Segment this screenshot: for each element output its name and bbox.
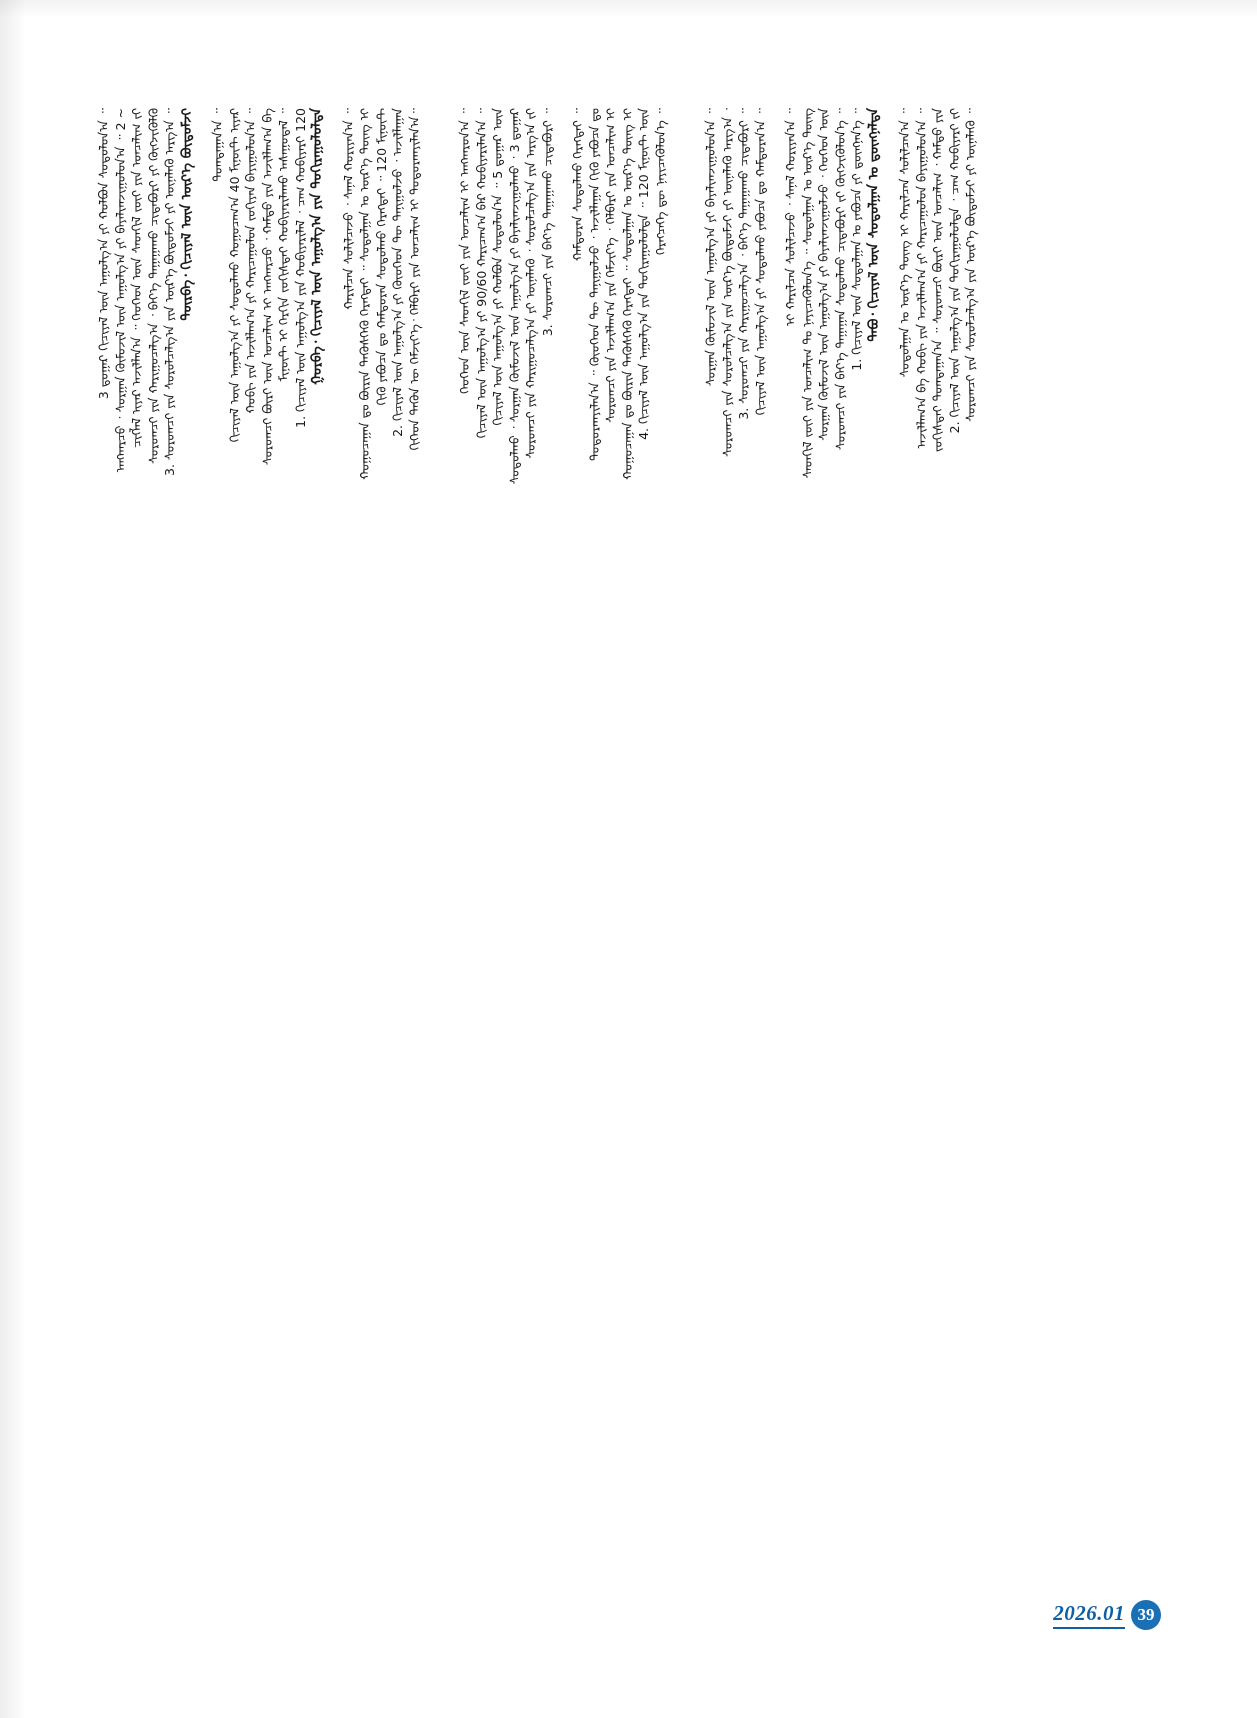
paragraph-line: ᠠᠵᠢᠯᠯᠠᠭ᠎ᠠ ᠪᠠ ᠬᠤᠪᠢ ᠶᠢᠨ ᠠᠵᠢᠯᠯᠠᠭ᠎ᠠ ᠶᠢ ᠬᠠᠷᠢᠴᠠᠭᠤᠯᠤᠨ ᠪᠠᠶᠢᠭᠤᠯᠤᠨ᠎ᠠ ᠃ <box>913 108 929 449</box>
paragraph-line: 2. ᠬᠢᠴᠢᠶᠡᠯ ᠦᠨ ᠠᠭᠤᠯᠭ᠎ᠠ ᠶᠢ ᠬᠦᠦᠬᠡᠳ ᠲᠦ ᠲᠠᠨᠢᠭᠤᠯᠵᠤ ᠂ ᠠᠵᠢᠯᠯᠠᠭᠠᠨ <box>390 108 405 437</box>
paragraph-line: 1. ᠬᠢᠴᠢᠶᠡᠯ ᠦᠨ ᠠᠭᠤᠯᠭ᠎ᠠ ᠶᠢᠨ ᠬᠤᠪᠢᠶᠠᠷᠢᠯᠠᠯ ᠂ ᠴᠠᠭ ᠬᠤᠪᠢᠶᠠᠷᠢ 120 <box>292 108 308 428</box>
page-footer <box>1053 1600 1161 1630</box>
paragraph-line: ᠬᠡᠷᠡᠭᠴᠡᠭᠡ ᠳᠦ ᠨᠡᠶᠢᠴᠡᠭᠦᠯᠦᠨ᠎ᠡ ᠃ <box>652 108 668 256</box>
paragraph-line: ᠬᠤᠭᠤᠴᠠᠭᠠᠨ ᠳᠤ ᠪᠦᠷᠢᠨ ᠲᠡᠭᠦᠰᠬᠡᠬᠦ ᠬᠡᠷᠡᠭᠲᠡᠢ ᠃ ᠰᠤᠳᠤᠯᠭᠠᠨ ᠤ ᠦᠷ᠎ᠡ ᠳᠦᠩ ᠢ <box>619 108 635 480</box>
paragraph-line: ᠰᠤᠳᠤᠯᠭᠠᠨ ᠤ ᠦᠷ᠎ᠡ ᠳᠦᠩ ᠢ ᠬᠠᠷᠢᠯᠴᠠᠨ ᠰᠣᠯᠢᠯᠴᠠᠨ᠎ᠠ ᠃ <box>897 108 912 378</box>
paragraph-line: ᠰᠤᠷᠤᠭᠴᠢ ᠶᠢᠨ ᠬᠠᠷᠢᠭᠤᠴᠠᠯᠭ᠎ᠠ ᠶᠢ ᠦᠨᠡᠯᠡᠬᠦ ᠂ ᠰᠤᠷᠤᠯᠴᠠᠯᠭ᠎ᠠ ᠶᠢᠨ ᠠᠷᠭ᠎ᠠ ᠵᠢ <box>523 108 538 459</box>
paragraph-line: ᠬᠢᠴᠢᠶᠡᠯ ᠦᠨ ᠠᠭᠤᠯᠭ᠎ᠠ ᠶᠢ ᠰᠤᠳᠤᠯᠬᠤ ᠶᠠᠪᠤᠴᠠ ᠳᠤ ᠬᠠᠮᠲᠤᠷᠠᠨ᠎ᠠ ᠃ <box>752 108 768 416</box>
paragraph-line: ᠰᠤᠳᠤᠯᠬᠤ ᠂ ᠰᠤᠷᠭᠠᠨ ᠬᠦᠮᠦᠵᠢᠯ ᠦᠨ ᠠᠭᠤᠯᠭ᠎ᠠ ᠶᠢ ᠪᠠᠶᠠᠯᠢᠭᠵᠢᠭᠤᠯᠬᠤ ᠂ 3 ᠳ᠋ᠤᠭᠠᠷ <box>506 108 522 485</box>
paragraph-line: ᠰᠤᠷᠤᠭᠴᠢ ᠶᠢᠨ ᠰᠤᠷᠤᠯᠴᠠᠯᠭ᠎ᠠ ᠶᠢᠨ ᠦᠷ᠎ᠡ ᠪᠦᠲᠦᠮᠵᠢ ᠶᠢ ᠦᠨᠡᠯᠡᠬᠦ ᠃ <box>963 108 978 422</box>
paragraph-line: ᠰᠡᠳᠬᠢᠯ ᠵᠦᠢ ᠶᠢᠨ ᠤᠨᠴᠠᠯᠢᠭ ᠲᠤ ᠨᠡᠶᠢᠴᠡᠭᠦᠯᠦᠨ᠎ᠡ ᠃ ᠰᠤᠳᠤᠯᠭᠠᠨ ᠤ ᠦᠷ᠎ᠡ ᠳᠦᠩ <box>799 108 815 479</box>
paragraph-line: ᠰᠤᠷᠤᠭᠴᠢ ᠶᠢᠨ ᠰᠤᠷᠤᠯᠴᠠᠯᠭ᠎ᠠ ᠶᠢᠨ ᠦᠷ᠎ᠡ ᠪᠦᠲᠦᠮᠵᠢ ᠶᠢ ᠦᠨᠡᠯᠡᠬᠦ ᠠᠷᠭ᠎ᠠ ᠂ <box>719 108 735 457</box>
paragraph-line: ᠵᠣᠬᠢᠰᠲᠠᠢ ᠲᠣᠭᠲᠠᠭᠠᠨ᠎ᠠ ᠃ ᠰᠤᠷᠤᠭᠴᠢ ᠪᠦᠷᠢ ᠦᠨ ᠣᠨᠴᠠᠯᠢᠭ ᠂ ᠬᠠᠮᠲᠤ ᠶᠢᠨ <box>930 108 945 452</box>
paragraph-line: ᠢ ᠬᠠᠷᠢᠯᠴᠠᠨ ᠰᠣᠯᠢᠯᠴᠠᠵᠤ ᠂ ᠰᠠᠨᠠᠯ ᠬᠤᠷᠢᠶᠠᠨ᠎ᠠ ᠃ <box>783 108 798 327</box>
paragraph-line: ᠰᠤᠷᠭᠠᠨ ᠬᠦᠮᠦᠵᠢᠯ ᠦᠨ ᠠᠭᠤᠯᠭ᠎ᠠ ᠶᠢ ᠪᠠᠶᠠᠯᠢᠭᠵᠢᠭᠤᠯᠵᠤ ᠂ ᠬᠡᠦᠬᠡᠳ ᠦᠨ <box>816 108 831 441</box>
paragraph-line: ᠠᠩᠬᠠᠷᠴᠤ ᠂ ᠰᠤᠷᠭᠠᠨ ᠬᠦᠮᠦᠵᠢᠯ ᠦᠨ ᠠᠭᠤᠯᠭ᠎ᠠ ᠶᠢ ᠪᠠᠶᠠᠯᠢᠭᠵᠢᠭᠤᠯᠤᠨ᠎ᠠ ᠃ 2 ~ <box>112 108 128 473</box>
paragraph-line: ᠬᠢᠴᠢᠶᠡᠯ ᠦᠨ ᠠᠭᠤᠯᠭ᠎ᠠ ᠶᠢ ᠬᠤᠯᠪᠤᠨ ᠰᠤᠳᠤᠯᠤᠨ᠎ᠠ ᠃ 5 ᠳ᠋ᠤᠭᠠᠷ ᠦᠨ <box>490 108 505 426</box>
paragraph-line: ᠰᠤᠷᠤᠭᠴᠢ ᠶᠢᠨ ᠪᠡᠶ᠎ᠡ ᠳᠠᠭᠠᠭᠠᠨ ᠰᠤᠳᠤᠯᠬᠤ ᠴᠢᠳᠠᠪᠤᠷᠢ ᠵᠢ ᠬᠦᠭᠵᠢᠭᠦᠯᠦᠨ᠎ᠡ ᠃ <box>832 108 848 451</box>
paragraph-line: 3 ᠳ᠋ᠤᠭᠠᠷ ᠬᠢᠴᠢᠶᠡᠯ ᠦᠨ ᠠᠭᠤᠯᠭ᠎ᠠ ᠶᠢ ᠬᠤᠯᠪᠤᠨ ᠰᠤᠳᠤᠯᠤᠨ᠎ᠠ ᠃ <box>96 108 111 400</box>
paragraph-line: ᠬᠠᠷᠢᠯᠴᠠᠨ ᠰᠣᠯᠢᠯᠴᠠᠵᠤ ᠂ ᠰᠠᠨᠠᠯ ᠬᠤᠷᠢᠶᠠᠨ᠎ᠠ ᠃ <box>340 108 356 310</box>
paragraph-line: ᠲᠣᠭᠲᠠᠭᠠᠨ᠎ᠠ ᠃ <box>210 108 225 182</box>
paragraph-line: ᠲᠣᠳᠣᠷᠬᠠᠶᠢᠯᠠᠨ᠎ᠠ ᠃ ᠬᠦᠦᠬᠡᠳ ᠲᠦ ᠲᠠᠨᠢᠭᠤᠯᠵᠤ ᠂ ᠠᠵᠢᠯᠯᠠᠭᠠᠨ ᠬᠢᠬᠦ ᠶᠠᠪᠤᠴᠠ ᠳᠤ <box>586 108 602 461</box>
issue-date: 2026.01 <box>1053 1601 1125 1629</box>
paragraph-line: ᠬᠢᠴᠢᠶᠡᠯ ᠦᠨ ᠠᠭᠤᠯᠭ᠎ᠠ ᠶᠢ 90/60 ᠬᠠᠷᠢᠴᠠᠭ᠎ᠠ ᠪᠠᠷ ᠬᠤᠪᠢᠶᠠᠷᠢᠯᠠᠨ᠎ᠠ ᠃ <box>473 108 489 439</box>
paragraph-line: ᠬᠢᠬᠦ ᠶᠠᠪᠤᠴᠠ ᠳᠤ ᠬᠠᠮᠲᠤᠷᠠᠨ ᠰᠤᠳᠤᠯᠬᠤ ᠬᠡᠷᠡᠭᠲᠡᠢ ᠃ 120 ᠮᠢᠨᠦ᠋ᠲ <box>373 108 389 406</box>
column-1 <box>96 108 423 1568</box>
paragraph-line: ᠬᠤᠪᠢ ᠶᠢᠨ ᠠᠵᠢᠯᠯᠠᠭ᠎ᠠ ᠶᠢ ᠬᠠᠷᠢᠴᠠᠭᠤᠯᠤᠨ ᠵᠣᠬᠢᠶᠠᠨ ᠪᠠᠶᠢᠭᠤᠯᠤᠨ᠎ᠠ ᠃ <box>243 108 258 414</box>
paragraph-line: ᠬᠤᠭᠤᠴᠠᠭᠠᠨ ᠳᠤ ᠪᠦᠷᠢᠨ ᠲᠡᠭᠦᠰᠬᠡᠬᠦ ᠬᠡᠷᠡᠭᠲᠡᠢ ᠃ ᠰᠤᠳᠤᠯᠭᠠᠨ ᠤ ᠦᠷ᠎ᠡ ᠳᠦᠩ ᠢ <box>357 108 372 480</box>
paragraph-line: 3. ᠰᠤᠷᠤᠭᠴᠢ ᠶᠢᠨ ᠬᠠᠷᠢᠭᠤᠴᠠᠯᠭ᠎ᠠ ᠂ ᠪᠡᠶ᠎ᠡ ᠳᠠᠭᠠᠭᠠᠬᠤ ᠴᠢᠳᠠᠪᠤᠷᠢ ᠃ <box>736 108 751 420</box>
paragraph-line: ᠰᠤᠷᠤᠭᠴᠢ ᠪᠦᠷᠢ ᠦᠨ ᠣᠨᠴᠠᠯᠢᠭ ᠢ ᠠᠩᠬᠠᠷᠴᠤ ᠂ ᠬᠠᠮᠲᠤ ᠶᠢᠨ ᠠᠵᠢᠯᠯᠠᠭ᠎ᠠ ᠪᠠ <box>259 108 275 466</box>
paragraph-line: ᠰᠤᠷᠤᠭᠴᠢ ᠶᠢᠨ ᠬᠠᠷᠢᠭᠤᠴᠠᠯᠭ᠎ᠠ ᠂ ᠪᠡᠶ᠎ᠡ ᠳᠠᠭᠠᠭᠠᠬᠤ ᠴᠢᠳᠠᠪᠤᠷᠢ ᠶᠢ ᠬᠦᠭᠵᠢᠭᠦᠯᠬᠦ <box>145 108 161 464</box>
column-2 <box>457 108 669 1568</box>
paragraph-line: 4. ᠬᠢᠴᠢᠶᠡᠯ ᠦᠨ ᠠᠭᠤᠯᠭ᠎ᠠ ᠶᠢᠨ ᠲᠣᠬᠢᠷᠠᠭᠤᠯᠤᠯᠲᠠ ᠃ 120 ᠮᠢᠨᠦ᠋ᠲ ᠦᠨ <box>636 108 651 440</box>
section-heading: ᠳᠦᠷᠪᠡ᠂ ᠬᠢᠴᠢᠶᠡᠯ ᠦᠨ ᠦᠷ᠎ᠡ ᠪᠦᠲᠦᠮᠵᠢ <box>178 108 195 321</box>
scan-shadow-top <box>0 0 1257 18</box>
paragraph-line: 3. ᠰᠤᠷᠤᠭᠴᠢ ᠶᠢᠨ ᠪᠡᠶ᠎ᠡ ᠳᠠᠭᠠᠭᠠᠬᠤ ᠴᠢᠳᠠᠪᠤᠷᠢ ᠃ <box>539 108 555 337</box>
scan-shadow-left <box>0 0 26 1718</box>
column-3 <box>703 108 980 1568</box>
paragraph-line: 2. ᠬᠢᠴᠢᠶᠡᠯ ᠦᠨ ᠠᠭᠤᠯᠭ᠎ᠠ ᠶᠢᠨ ᠲᠣᠬᠢᠷᠠᠭᠤᠯᠤᠯᠲᠠ ᠂ ᠴᠠᠭ ᠬᠤᠪᠢᠶᠠᠷᠢ ᠵᠢ <box>946 108 962 434</box>
paragraph-line: ᠰᠤᠷᠤᠭᠴᠢ ᠶᠢᠨ ᠠᠵᠢᠯᠯᠠᠭ᠎ᠠ ᠶᠢᠨ ᠬᠡᠮᠵᠢᠶ᠎ᠡ ᠂ ᠬᠡᠯᠪᠡᠷᠢ ᠶᠢᠨ ᠤᠨᠴᠠᠯᠢᠭ ᠢ <box>603 108 618 423</box>
section-heading: ᠲᠠᠪᠤ᠂ ᠬᠢᠴᠢᠶᠡᠯ ᠦᠨ ᠰᠤᠳᠤᠯᠭᠠᠨ ᠤ ᠳ᠋ᠦᠩᠨᠡᠯᠲᠡ <box>865 108 882 342</box>
text-columns <box>96 108 1161 1568</box>
paragraph-line: ᠮᠢᠨᠦ᠋ᠲ ᠢ ᠬᠡᠷᠬᠢᠨ ᠵᠣᠬᠢᠰᠲᠠᠢ ᠬᠤᠪᠢᠶᠠᠷᠢᠯᠠᠬᠤ ᠠᠰᠠᠭᠤᠳᠠᠯ ᠃ <box>276 108 291 382</box>
paragraph-line: ᠬᠢᠴᠢᠶᠡᠯ ᠦᠨ ᠠᠭᠤᠯᠭ᠎ᠠ ᠶᠢ ᠰᠤᠳᠤᠯᠬᠤ ᠬᠤᠭᠤᠴᠠᠭ᠎ᠠ 40 ᠮᠢᠨᠦ᠋ᠲ ᠢᠶᠠᠷ <box>226 108 242 443</box>
paragraph-line: 3. ᠰᠤᠷᠤᠭᠴᠢ ᠶᠢᠨ ᠰᠤᠷᠤᠯᠴᠠᠯᠭ᠎ᠠ ᠶᠢᠨ ᠦᠷ᠎ᠡ ᠪᠦᠲᠦᠮᠵᠢ ᠶᠢ ᠦᠨᠡᠯᠡᠬᠦ ᠠᠷᠭ᠎ᠠ ᠃ <box>162 108 177 476</box>
section-heading: ᠭᠤᠷᠪᠠ᠂ ᠬᠢᠴᠢᠶᠡᠯ ᠦᠨ ᠠᠭᠤᠯᠭ᠎ᠠ ᠶᠢᠨ ᠲᠣᠬᠢᠷᠠᠭᠤᠯᠤᠯᠲᠠ <box>309 108 325 385</box>
paragraph-line: 1. ᠬᠢᠴᠢᠶᠡᠯ ᠦᠨ ᠰᠤᠳᠤᠯᠭᠠᠨ ᠤ ᠶᠠᠪᠤᠴᠠ ᠶᠢ ᠳ᠋ᠦᠩᠨᠡᠨ᠎ᠡ ᠃ <box>849 108 864 371</box>
paragraph-line: ᠴᠢᠭᠯᠡᠯ ᠢᠶᠡᠷ ᠠᠵᠢᠯᠯᠠᠨ᠎ᠠ ᠃ ᠬᠡᠦᠬᠡᠳ ᠦᠨ ᠰᠡᠳᠬᠢᠯ ᠵᠦᠢ ᠶᠢᠨ ᠤᠨᠴᠠᠯᠢᠭ ᠵᠢ <box>129 108 144 448</box>
paragraph-line: ᠰᠤᠷᠭᠠᠨ ᠬᠦᠮᠦᠵᠢᠯ ᠦᠨ ᠠᠭᠤᠯᠭ᠎ᠠ ᠶᠢ ᠪᠠᠶᠠᠯᠢᠭᠵᠢᠭᠤᠯᠤᠨ᠎ᠠ ᠃ <box>703 108 718 387</box>
page-number-badge: 39 <box>1131 1600 1161 1630</box>
paragraph-line: ᠬᠢᠭᠡᠳ ᠲᠡᠭᠦᠨ ᠦ ᠬᠡᠮᠵᠢᠶ᠎ᠡ᠂ ᠬᠡᠯᠪᠡᠷᠢ ᠶᠢᠨ ᠤᠨᠴᠠᠯᠢᠭ ᠢ ᠲᠣᠳᠣᠷᠬᠠᠶᠢᠯᠠᠨ᠎ᠠ᠃ <box>406 108 422 451</box>
paragraph-line: ᠬᠠᠮᠲᠤᠷᠠᠨ ᠰᠤᠳᠤᠯᠬᠤ ᠬᠡᠷᠡᠭᠲᠡᠢ ᠃ <box>570 108 585 261</box>
paragraph-line: ᠬᠡᠦᠬᠡᠳ ᠦᠨ ᠰᠡᠳᠬᠢᠯ ᠵᠦᠢ ᠶᠢᠨ ᠤᠨᠴᠠᠯᠢᠭ ᠢ ᠠᠩᠬᠠᠷᠤᠨ᠎ᠠ ᠃ <box>457 108 472 394</box>
